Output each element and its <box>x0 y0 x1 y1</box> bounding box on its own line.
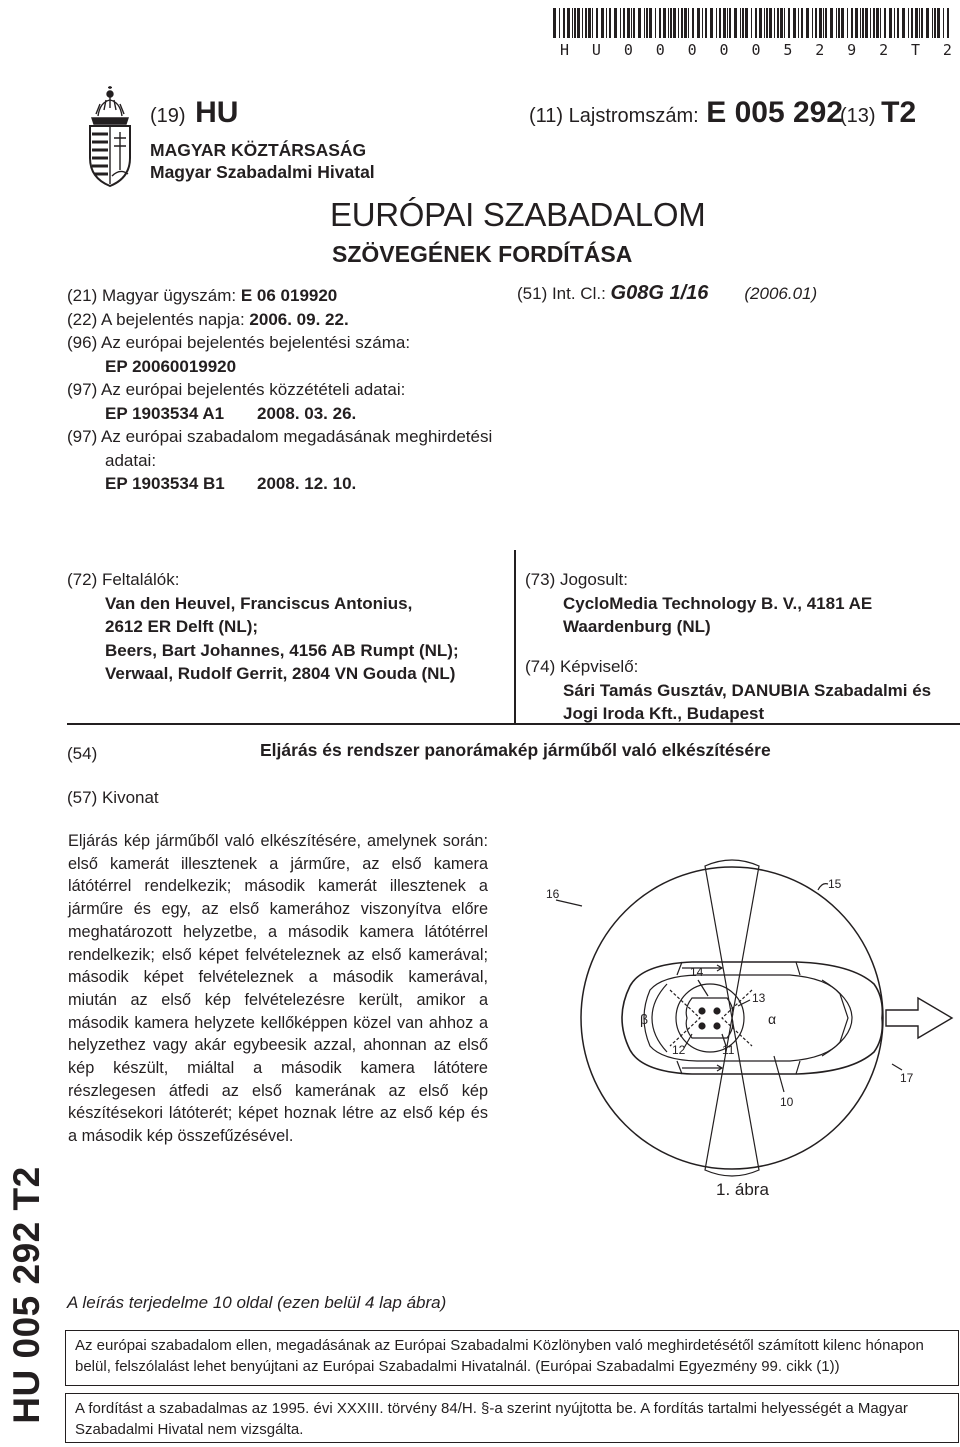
opposition-note: Az európai szabadalom ellen, megadásának az Európai Szabadalmi Közlönyben való meghirdetésétől számított kilenc hónapon belül, felszólalást lehet benyújtani az Európai Szabadalmi Hivatalnál. (Európai Szabadalmi Egyezmény 99. cikk (1)) <box>75 1337 924 1375</box>
camera-mount <box>686 998 733 1038</box>
barcode-bar <box>855 8 858 38</box>
ep-pub-number: EP 1903534 A1 <box>105 403 225 423</box>
barcode-bar <box>830 8 833 38</box>
registration-number: E 005 292 <box>706 96 844 129</box>
barcode-char: 0 <box>655 41 665 59</box>
barcode-bar <box>897 8 899 38</box>
figure-label-17: 17 <box>900 1071 914 1085</box>
barcode-bar <box>769 8 772 38</box>
agent-label: (74) Képviselő: <box>525 657 639 676</box>
figure-label-beta: β <box>640 1011 649 1027</box>
barcode-bar <box>567 8 570 38</box>
barcode-bar <box>697 8 700 38</box>
barcode-bar <box>801 8 803 38</box>
barcode-bar <box>812 8 813 38</box>
barcode-bar <box>774 8 775 38</box>
figure-label-11: 11 <box>722 1043 735 1057</box>
barcode-char: 5 <box>783 41 793 59</box>
barcode-bar <box>655 8 656 38</box>
barcode-bar <box>673 8 676 38</box>
barcode-bar <box>851 8 853 38</box>
barcode-bar <box>719 8 721 38</box>
barcode-bar <box>688 8 689 38</box>
app-number-line <box>67 284 492 308</box>
barcode-bar <box>620 8 621 38</box>
top-view-cone <box>705 860 759 1018</box>
barcode-bar <box>889 8 892 38</box>
owner-block <box>525 568 872 639</box>
barcode-bar <box>798 8 799 38</box>
figure-label-15: 15 <box>828 877 842 891</box>
barcode-bar <box>663 8 666 38</box>
barcode-bar <box>755 8 757 38</box>
barcode-bar <box>943 8 944 38</box>
barcode-bar <box>780 8 783 38</box>
barcode-char: 0 <box>719 41 729 59</box>
barcode-bar <box>860 8 861 38</box>
barcode-bar <box>793 8 796 38</box>
barcode-bar <box>627 8 630 38</box>
document-subtitle: SZÖVEGÉNEK FORDÍTÁSA <box>332 241 633 267</box>
barcode-bar <box>788 8 790 38</box>
bibliographic-data <box>67 284 492 496</box>
barcode-bar <box>710 8 713 38</box>
barcode-bar <box>745 8 748 38</box>
barcode <box>553 8 953 38</box>
barcode-bar <box>884 8 886 38</box>
barcode-bar <box>631 8 632 38</box>
agent-line: Jogi Iroda Kft., Budapest <box>563 704 765 723</box>
figure-label-14: 14 <box>690 965 704 979</box>
filing-date-line <box>67 308 492 332</box>
invention-title-label: (54) <box>67 744 98 763</box>
barcode-bar <box>606 8 607 38</box>
bottom-view-cone <box>705 1018 759 1176</box>
barcode-char: 0 <box>623 41 633 59</box>
barcode-bar <box>582 8 583 38</box>
barcode-bar <box>806 8 809 38</box>
kind-label: (13) <box>840 105 876 127</box>
int-cl-version: (2006.01) <box>744 284 818 303</box>
barcode-bar <box>766 8 768 38</box>
barcode-bar <box>633 8 635 38</box>
country-code-block <box>150 96 238 130</box>
barcode-text <box>560 41 952 59</box>
barcode-bar <box>585 8 587 38</box>
ep-app-number: EP 20060019920 <box>105 356 237 376</box>
barcode-char: 9 <box>847 41 857 59</box>
opposition-note-box <box>65 1330 959 1386</box>
barcode-bar <box>919 8 920 38</box>
rear-window <box>652 984 667 1052</box>
translation-note: A fordítást a szabadalmas az 1995. évi XXXIII. törvény 84/H. §-a szerint nyújtotta be. A fordítás tartalmi helyességét a Magyar Szabadalmi Hivatal nem vizsgálta. <box>75 1400 908 1438</box>
ep-app-label: (96) Az európai bejelentés bejelentési száma: <box>67 333 411 352</box>
ep-pub-line <box>67 402 492 426</box>
registration-label: (11) Lajstromszám: <box>529 105 699 127</box>
barcode-bar <box>614 8 617 38</box>
barcode-bar <box>825 8 827 38</box>
barcode-char: 0 <box>687 41 697 59</box>
barcode-bar <box>649 8 652 38</box>
coat-of-arms-icon <box>78 86 142 190</box>
barcode-bar <box>623 8 625 38</box>
document-title: EURÓPAI SZABADALOM <box>330 196 706 233</box>
barcode-bar <box>723 8 726 38</box>
inventors-block <box>67 568 459 686</box>
barcode-bar <box>601 8 604 38</box>
barcode-bar <box>592 8 593 38</box>
country-code: HU <box>195 96 239 129</box>
barcode-bar <box>705 8 707 38</box>
agent-block <box>525 655 931 726</box>
parties-divider <box>514 550 516 723</box>
barcode-bar <box>596 8 598 38</box>
barcode-char: H <box>560 41 570 59</box>
patent-figure-drawing <box>522 858 960 1178</box>
barcode-bar <box>921 8 923 38</box>
barcode-bar <box>563 8 565 38</box>
barcode-bar <box>841 8 844 38</box>
grant-line <box>67 472 492 496</box>
barcode-bar <box>838 8 840 38</box>
owner-line: CycloMedia Technology B. V., 4181 AE <box>563 593 873 613</box>
barcode-bar <box>932 8 933 38</box>
country-name: MAGYAR KÖZTÁRSASÁG <box>150 140 367 160</box>
barcode-bar <box>727 8 728 38</box>
barcode-bar <box>668 8 669 38</box>
barcode-bar <box>702 8 703 38</box>
barcode-bar <box>659 8 661 38</box>
invention-title: Eljárás és rendszer panorámakép járműből való elkészítésére <box>260 740 771 760</box>
filing-date-label: (22) A bejelentés napja: <box>67 309 250 329</box>
agent-line: Sári Tamás Gusztáv, DANUBIA Szabadalmi és <box>563 680 932 700</box>
barcode-bar <box>559 8 560 38</box>
barcode-bar <box>609 8 611 38</box>
camera-ring <box>676 984 744 1052</box>
barcode-bar <box>734 8 737 38</box>
barcode-bar <box>684 8 687 38</box>
int-cl-label: (51) Int. Cl.: <box>517 284 611 303</box>
barcode-bar <box>681 8 683 38</box>
vertical-document-id: HU 005 292 T2 <box>6 1166 47 1424</box>
barcode-char: 0 <box>751 41 761 59</box>
direction-arrow-icon <box>886 998 952 1038</box>
scope-note: A leírás terjedelme 10 oldal (ezen belül 4 lap ábra) <box>67 1293 447 1312</box>
app-number: E 06 019920 <box>240 286 338 305</box>
figure-label-12: 12 <box>672 1043 686 1057</box>
barcode-bar <box>751 8 752 38</box>
barcode-bar <box>911 8 913 38</box>
ep-pub-date: 2008. 03. 26. <box>257 403 357 423</box>
abstract-label: (57) Kivonat <box>67 788 159 807</box>
barcode-bar <box>823 8 824 38</box>
figure-label-13: 13 <box>752 991 766 1005</box>
barcode-bar <box>777 8 779 38</box>
inventor-line: Beers, Bart Johannes, 4156 AB Rumpt (NL); <box>105 640 459 660</box>
barcode-bar <box>815 8 817 38</box>
barcode-bar <box>572 8 573 38</box>
barcode-bar <box>902 8 905 38</box>
inventor-line: 2612 ER Delft (NL); <box>105 617 259 636</box>
barcode-bar <box>577 8 580 38</box>
country-code-label: (19) <box>150 105 186 127</box>
barcode-bar <box>819 8 822 38</box>
barcode-bar <box>862 8 864 38</box>
owner-line: Waardenburg (NL) <box>563 617 711 636</box>
barcode-char: 2 <box>815 41 825 59</box>
grant-label-2: adatai: <box>105 450 157 470</box>
barcode-bar <box>692 8 694 38</box>
inventors-label: (72) Feltalálók: <box>67 570 180 589</box>
office-name: Magyar Szabadalmi Hivatal <box>150 162 375 182</box>
barcode-bar <box>574 8 576 38</box>
barcode-bar <box>742 8 744 38</box>
barcode-bar <box>847 8 848 38</box>
registration-block <box>529 96 843 130</box>
barcode-char: 2 <box>942 41 952 59</box>
barcode-bar <box>836 8 837 38</box>
figure-label-10: 10 <box>780 1095 794 1109</box>
abstract-paragraph: Eljárás kép járműből való elkészítésére, amelynek során: első kamerát illesztenek a járműre, az első kamera látótérrel rendelkezik; második kamerát illesztenek a járműre és egy, az első kamerához viszonyítva előre meghatározott helyzetbe, a második kamera látótérrel rendelkezik; első képet felvételeznek az első kamerával; második képet felvételeznek a második kamerával, miután az első kép felvételezésre került, amikor a második kamera helyzete kellőképpen közel van ahhoz a helyzethez vagy akár egybeesik azzal, ahonnan az első kép készült, miáltal a második kamera látótere részlegesen átfedi az első kamerának az első kép készítésekori látóterét; képet hoznak létre az első kép és a második kép összefűzésével. <box>68 832 488 1146</box>
barcode-bar <box>915 8 918 38</box>
barcode-bar <box>716 8 717 38</box>
barcode-bar <box>644 8 645 38</box>
owner-label: (73) Jogosult: <box>525 570 628 589</box>
figure-label-alpha: α <box>768 1011 777 1027</box>
kind-code-block <box>840 96 916 130</box>
barcode-bar <box>937 8 940 38</box>
barcode-bar <box>638 8 641 38</box>
kind-code: T2 <box>881 96 917 129</box>
abstract-text <box>68 830 488 1148</box>
barcode-bar <box>908 8 909 38</box>
inventor-line: Van den Heuvel, Franciscus Antonius, <box>105 593 413 613</box>
figure-label-16: 16 <box>546 887 560 901</box>
int-cl: G08G 1/16 <box>610 282 709 304</box>
figure-caption: 1. ábra <box>716 1180 769 1199</box>
barcode-bar <box>876 8 879 38</box>
barcode-bar <box>588 8 591 38</box>
barcode-bar <box>670 8 672 38</box>
barcode-bar <box>934 8 936 38</box>
translation-note-box <box>65 1393 959 1443</box>
barcode-bar <box>873 8 875 38</box>
barcode-bar <box>870 8 871 38</box>
grant-label-1: (97) Az európai szabadalom megadásának meghirdetési <box>67 427 493 446</box>
int-cl-line <box>517 282 817 306</box>
barcode-bar <box>646 8 648 38</box>
barcode-bar <box>865 8 868 38</box>
grant-number: EP 1903534 B1 <box>105 474 225 493</box>
barcode-bar <box>880 8 881 38</box>
app-number-label: (21) Magyar ügyszám: <box>67 286 241 305</box>
barcode-bar <box>759 8 762 38</box>
barcode-bar <box>553 8 556 38</box>
barcode-bar <box>894 8 895 38</box>
barcode-bar <box>947 8 949 38</box>
ep-pub-label: (97) Az európai bejelentés közzétételi adatai: <box>67 380 406 399</box>
inventor-line: Verwaal, Rudolf Gerrit, 2804 VN Gouda (NL) <box>105 664 456 683</box>
barcode-bar <box>926 8 929 38</box>
barcode-bar <box>740 8 741 38</box>
grant-date: 2008. 12. 10. <box>257 474 357 493</box>
barcode-char: U <box>591 41 601 59</box>
car-outline <box>622 962 882 1074</box>
barcode-bar <box>678 8 679 38</box>
barcode-bar <box>784 8 785 38</box>
barcode-char: T <box>910 41 920 59</box>
barcode-bar <box>764 8 765 38</box>
barcode-char: 2 <box>879 41 889 59</box>
barcode-bar <box>729 8 731 38</box>
filing-date: 2006. 09. 22. <box>249 309 349 329</box>
